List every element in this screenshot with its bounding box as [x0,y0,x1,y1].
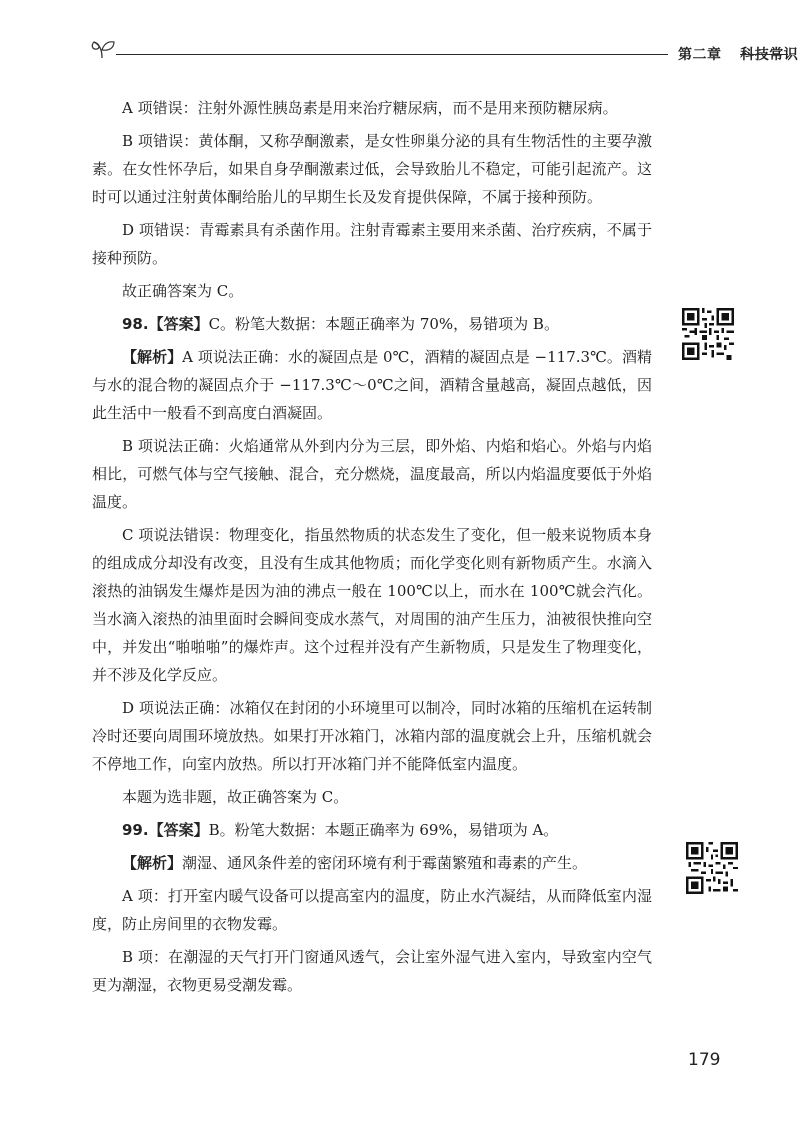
paragraph [92,783,652,811]
paragraph [92,432,652,516]
header-rule-right [740,54,788,55]
answer-98 [92,310,652,338]
paragraph-text: A 项：打开室内暖气设备可以提高室内的温度，防止水汽凝结，从而降低室内湿度，防止房间里的衣物发霉。 [92,887,652,933]
paragraph [92,94,652,122]
analysis-98 [92,343,652,427]
paragraph-text: B 项错误：黄体酮，又称孕酮激素，是女性卵巢分泌的具有生物活性的主要孕激素。在女性怀孕后，如果自身孕酮激素过低，会导致胎儿不稳定，可能引起流产。这时可以通过注射黄体酮给胎儿的早期生长及发育提供保障，不属于接种预防。 [92,132,652,206]
qr-code-icon[interactable] [686,842,738,894]
analysis-tag: 【解析】 [122,348,183,366]
section-title: 科技常识 [740,47,799,63]
qr-code-icon[interactable] [682,308,734,360]
chapter-number: 第二章 [678,47,722,63]
paragraph [92,694,652,778]
paragraph-text: 故正确答案为 C。 [122,282,244,300]
header-rule-left [116,54,668,55]
page-number: 179 [688,1050,721,1070]
paragraph [92,882,652,938]
paragraph-text: C。粉笔大数据：本题正确率为 70%，易错项为 B。 [208,315,559,333]
paragraph [92,127,652,211]
leaf-sprout-icon [88,36,118,60]
paragraph-text: C 项说法错误：物理变化，指虽然物质的状态发生了变化，但一般来说物质本身的组成成分却没有改变，且没有生成其他物质；而化学变化则有新物质产生。水滴入滚热的油锅发生爆炸是因为油的沸点一般在 100℃以上，而水在 100℃就会汽化。当水滴入滚热的油里面时会瞬间变成水蒸气，对周围的油产生压力，油被很快推向空中，并发出“啪啪啪”的爆炸声。这个过程并没有产生新物质，只是发生了物理变化，并不涉及化学反应。 [92,526,652,684]
paragraph [92,216,652,272]
paragraph-text: A 项错误：注射外源性胰岛素是用来治疗糖尿病，而不是用来预防糖尿病。 [122,99,618,117]
answer-99 [92,816,652,844]
analysis-tag: 【解析】 [122,854,183,872]
paragraph-text: A 项说法正确：水的凝固点是 0℃，酒精的凝固点是 −117.3℃。酒精与水的混合物的凝固点介于 −117.3℃～0℃之间，酒精含量越高，凝固点越低，因此生活中一般看不到高度白酒凝固。 [92,348,652,422]
paragraph-text: D 项错误：青霉素具有杀菌作用。注射青霉素主要用来杀菌、治疗疾病，不属于接种预防。 [92,221,652,267]
paragraph-text: B 项说法正确：火焰通常从外到内分为三层，即外焰、内焰和焰心。外焰与内焰相比，可燃气体与空气接触、混合，充分燃烧，温度最高，所以内焰温度要低于外焰温度。 [92,437,652,511]
paragraph-text: B。粉笔大数据：本题正确率为 69%，易错项为 A。 [208,821,559,839]
paragraph-text: D 项说法正确：冰箱仅在封闭的小环境里可以制冷，同时冰箱的压缩机在运转制冷时还要向周围环境放热。如果打开冰箱门，冰箱内部的温度就会上升，压缩机就会不停地工作，向室内放热。所以打开冰箱门并不能降低室内温度。 [92,699,652,773]
paragraph-text: 本题为选非题，故正确答案为 C。 [122,788,349,806]
answer-tag: 99.【答案】 [122,821,209,839]
page-body [92,94,652,1004]
paragraph [92,943,652,999]
analysis-99 [92,849,652,877]
page-header [88,36,799,64]
answer-tag: 98.【答案】 [122,315,209,333]
paragraph [92,521,652,689]
paragraph-text: 潮湿、通风条件差的密闭环境有利于霉菌繁殖和毒素的产生。 [182,854,588,872]
paragraph [92,277,652,305]
paragraph-text: B 项：在潮湿的天气打开门窗通风透气，会让室外湿气进入室内，导致室内空气更为潮湿，衣物更易受潮发霉。 [92,948,652,994]
